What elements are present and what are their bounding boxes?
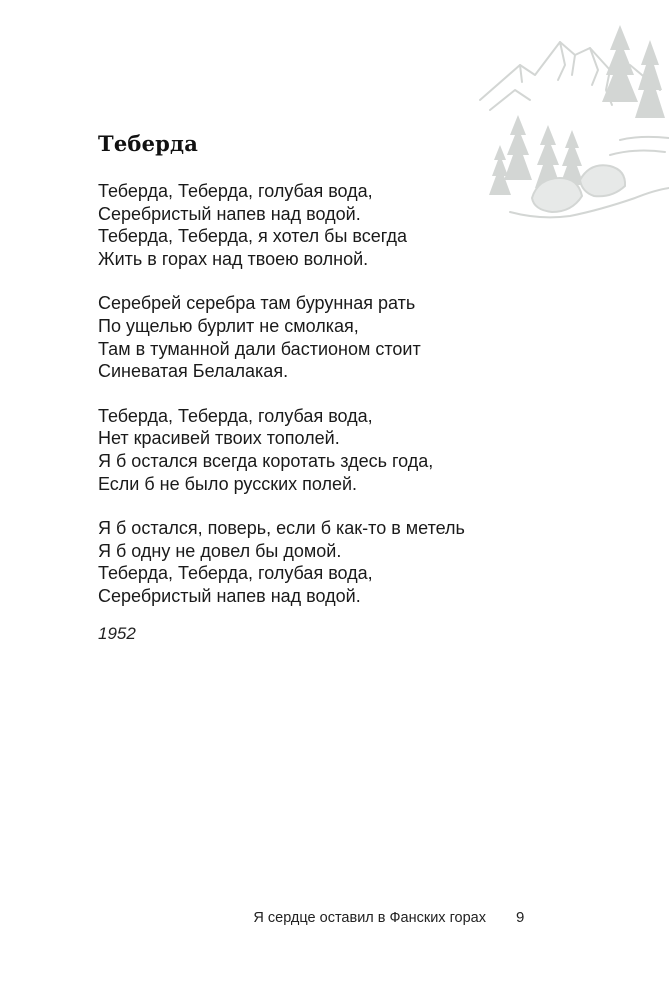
poem-line: Теберда, Теберда, я хотел бы всегда (98, 226, 408, 247)
poem-line: Нет красивей твоих тополей. (98, 428, 340, 449)
stanza-3 (98, 405, 465, 495)
poem-line: Серебрей серебра там бурунная рать (98, 293, 416, 314)
stanza-4 (98, 517, 465, 607)
poem-line: Теберда, Теберда, голубая вода, (98, 181, 373, 201)
mountain-landscape-icon (460, 20, 669, 230)
running-title: Я сердце оставил в Фанских горах (253, 910, 486, 926)
poem-line: Теберда, Теберда, голубая вода, (98, 405, 373, 426)
poem-line: Я б остался, поверь, если б как-то в метель (98, 518, 465, 539)
poem-line: Я б остался всегда коротать здесь года, (98, 450, 434, 471)
poem-body (98, 180, 465, 630)
poem-line: По ущелью бурлит не смолкая, (98, 315, 359, 336)
poem-line: Серебристый напев над водой. (98, 203, 361, 224)
poem-line: Если б не было русских полей. (98, 473, 358, 494)
poem-line: Там в туманной дали бастионом стоит (98, 338, 421, 359)
poem-line: Жить в горах над твоею волной. (98, 248, 369, 269)
poem-line: Синеватая Белалакая. (98, 361, 289, 382)
stanza-1 (98, 180, 465, 270)
poem-line: Серебристый напев над водой. (98, 585, 361, 606)
poem-year: 1952 (98, 624, 136, 643)
poem-line: Я б одну не довел бы домой. (98, 540, 342, 561)
poem-line: Теберда, Теберда, голубая вода, (98, 563, 373, 584)
stanza-2 (98, 292, 465, 382)
page-number: 9 (516, 909, 525, 926)
poem-title: Теберда (98, 131, 199, 156)
